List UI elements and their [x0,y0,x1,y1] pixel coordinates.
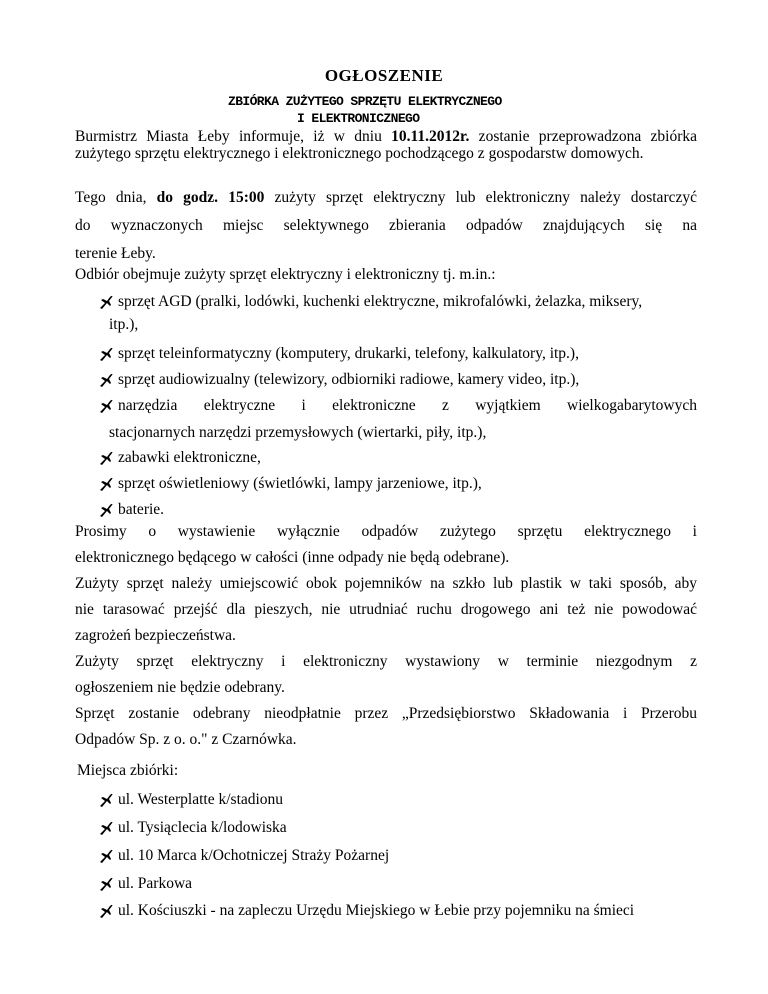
list-item: sprzęt teleinformatyczny (komputery, drukarki, telefony, kalkulatory, itp.), [118,345,579,362]
locations-title: Miejsca zbiórki: [77,762,179,779]
location-item: ul. Parkowa [118,875,193,892]
intro-text-2: zostanie przeprowadzona zbiórka zużytego sprzętu elektrycznego i elektronicznego pochodzącego z gospodarstw domowych. [75,128,697,162]
location-item: ul. Westerplatte k/stadionu [118,791,284,808]
list-item-continuation: itp.), [109,316,139,333]
placement-line-1: Zużyty sprzęt należy umiejscowić obok pojemników na szkło lub plastik w taki sposób, aby [75,575,697,592]
deadline-line-3: terenie Łeby. [75,245,156,262]
scope-intro: Odbiór obejmuje zużyty sprzęt elektryczny i elektroniczny tj. m.in.: [75,266,496,283]
collector-line-1: Sprzęt zostanie odebrany nieodpłatnie przez „Przedsiębiorstwo Składowania i Przerobu [75,705,697,722]
request-line-2: elektronicznego będącego w całości (inne odpady nie będą odebrane). [75,549,510,566]
subtitle-line-2: I ELEKTRONICZNEGO [297,111,420,126]
plane-bullet-icon [98,450,114,466]
list-item: narzędzia elektryczne i elektroniczne z wyjątkiem wielkogabarytowych [118,397,697,414]
deadline-time: do godz. 15:00 [156,189,265,206]
plane-bullet-icon [98,346,114,362]
plane-bullet-icon [98,903,114,919]
list-item-continuation: stacjonarnych narzędzi przemysłowych (wiertarki, piły, itp.), [109,424,487,441]
intro-text-1: Burmistrz Miasta Łeby informuje, iż w dniu [75,128,392,145]
deadline-line-1 [75,189,697,207]
page-title: OGŁOSZENIE [324,66,444,85]
collector-line-2: Odpadów Sp. z o. o." z Czarnówka. [75,731,297,748]
late-line-1: Zużyty sprzęt elektryczny i elektroniczny wystawiony w terminie niezgodnym z [75,653,697,670]
location-item: ul. 10 Marca k/Ochotniczej Straży Pożarnej [118,847,390,864]
list-item: sprzęt audiowizualny (telewizory, odbiorniki radiowe, kamery video, itp.), [118,371,580,388]
late-line-2: ogłoszeniem nie będzie odebrany. [75,679,285,696]
plane-bullet-icon [98,820,114,836]
plane-bullet-icon [98,848,114,864]
list-item: baterie. [118,501,165,518]
placement-line-2: nie tarasować przejść dla pieszych, nie utrudniać ruchu drogowego ani też nie powodować [75,601,697,618]
location-item: ul. Tysiąclecia k/lodowiska [118,819,287,836]
list-item: sprzęt oświetleniowy (świetlówki, lampy jarzeniowe, itp.), [118,475,482,492]
plane-bullet-icon [98,502,114,518]
deadline-text-b: zużyty sprzęt elektryczny lub elektroniczny należy dostarczyć [264,189,697,206]
plane-bullet-icon [98,876,114,892]
placement-line-3: zagrożeń bezpieczeństwa. [75,627,236,644]
subtitle-line-1: ZBIÓRKA ZUŻYTEGO SPRZĘTU ELEKTRYCZNEGO [228,94,502,109]
list-item: zabawki elektroniczne, [118,449,261,466]
collection-date: 10.11.2012r. [391,128,470,145]
location-item: ul. Kościuszki - na zapleczu Urzędu Miejskiego w Łebie przy pojemniku na śmieci [118,902,635,919]
plane-bullet-icon [98,398,114,414]
intro-paragraph [75,128,697,162]
plane-bullet-icon [98,792,114,808]
deadline-text-a: Tego dnia, [75,189,157,206]
plane-bullet-icon [98,476,114,492]
plane-bullet-icon [98,294,114,310]
deadline-line-2: do wyznaczonych miejsc selektywnego zbierania odpadów znajdujących się na [75,217,697,234]
plane-bullet-icon [98,372,114,388]
list-item: sprzęt AGD (pralki, lodówki, kuchenki elektryczne, mikrofalówki, żelazka, miksery, [118,293,643,310]
request-line-1: Prosimy o wystawienie wyłącznie odpadów zużytego sprzętu elektrycznego i [75,523,697,540]
